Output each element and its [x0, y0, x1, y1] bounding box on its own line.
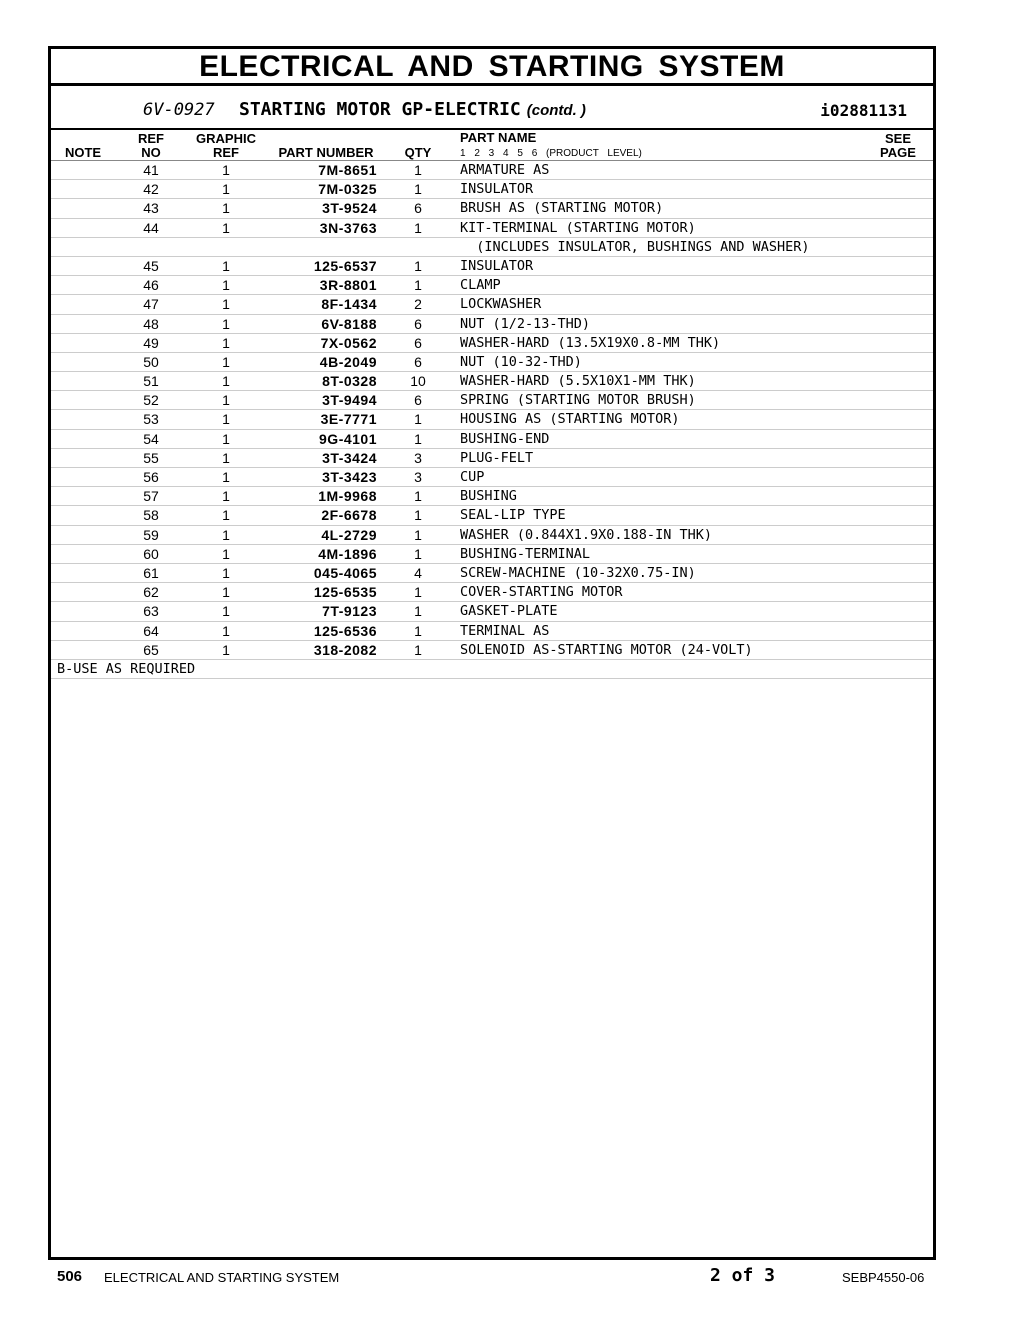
page-title: ELECTRICAL AND STARTING SYSTEM — [199, 50, 785, 83]
part-number: 045-4065 — [313, 564, 377, 581]
part-name: HOUSING AS (STARTING MOTOR) — [460, 411, 680, 428]
table-row — [51, 276, 933, 295]
graphic-ref: 1 — [222, 526, 230, 543]
table-row — [51, 199, 933, 218]
ref-no: 49 — [143, 334, 159, 351]
header-graphic-bottom: REF — [213, 145, 239, 160]
graphic-ref: 1 — [222, 181, 230, 198]
graphic-ref: 1 — [222, 545, 230, 562]
table-row — [51, 545, 933, 564]
qty: 1 — [414, 603, 422, 620]
part-name: CLAMP — [460, 277, 501, 294]
part-number: 4M-1896 — [318, 545, 377, 562]
table-row — [51, 334, 933, 353]
table-row — [51, 449, 933, 468]
table-row — [51, 622, 933, 641]
table-row — [51, 602, 933, 621]
part-number: 318-2082 — [313, 641, 377, 658]
table-row — [51, 526, 933, 545]
part-number: 4L-2729 — [321, 526, 377, 543]
graphic-ref: 1 — [222, 411, 230, 428]
table-row — [51, 295, 933, 314]
footer-page-number: 506 — [57, 1268, 83, 1285]
table-row — [51, 564, 933, 583]
header-see-bottom: PAGE — [880, 145, 916, 160]
header-note: NOTE — [64, 145, 102, 160]
ref-no: 64 — [143, 622, 159, 639]
graphic-ref: 1 — [222, 219, 230, 236]
ref-no: 45 — [143, 257, 159, 274]
part-name: ARMATURE AS — [460, 162, 550, 178]
table-row — [51, 506, 933, 525]
graphic-ref: 1 — [222, 584, 230, 601]
part-name: NUT (1/2-13-THD) — [460, 315, 591, 332]
graphic-ref: 1 — [222, 641, 230, 658]
qty: 6 — [414, 392, 422, 409]
graphic-ref: 1 — [222, 564, 230, 581]
qty: 6 — [414, 353, 422, 370]
graphic-ref: 1 — [222, 469, 230, 485]
qty: 3 — [414, 469, 422, 485]
ref-no: 57 — [143, 488, 159, 505]
part-name: SPRING (STARTING MOTOR BRUSH) — [460, 392, 696, 409]
graphic-ref: 1 — [222, 392, 230, 409]
header-product-levels: 1 2 3 4 5 6 (PRODUCT LEVEL) — [460, 148, 642, 159]
ref-no: 46 — [143, 277, 159, 294]
qty: 1 — [414, 545, 422, 562]
part-number: 3T-3424 — [322, 449, 377, 466]
ref-no: 60 — [143, 545, 159, 562]
ref-no: 63 — [143, 603, 159, 620]
graphic-ref: 1 — [222, 353, 230, 370]
part-name: INSULATOR — [460, 181, 534, 198]
part-number: 125-6535 — [313, 584, 377, 601]
part-name: GASKET-PLATE — [460, 603, 558, 620]
ref-no: 65 — [143, 641, 159, 658]
part-name: SCREW-MACHINE (10-32X0.75-IN) — [460, 564, 696, 581]
graphic-ref: 1 — [222, 449, 230, 466]
part-number: 3N-3763 — [319, 219, 377, 236]
part-name: TERMINAL AS — [460, 622, 550, 639]
part-number: 3T-3423 — [322, 469, 377, 485]
header-ref-bottom: NO — [141, 145, 161, 160]
part-number: 3T-9524 — [322, 200, 377, 217]
qty: 1 — [414, 526, 422, 543]
part-number: 125-6537 — [313, 257, 377, 274]
part-name: BRUSH AS (STARTING MOTOR) — [460, 200, 664, 217]
graphic-ref: 1 — [222, 373, 230, 390]
ref-no: 52 — [143, 392, 159, 409]
title-bar — [51, 49, 933, 86]
ref-no: 42 — [143, 181, 159, 198]
part-number: 3E-7771 — [320, 411, 377, 428]
header-qty: QTY — [404, 145, 432, 160]
qty: 10 — [410, 373, 426, 390]
graphic-ref: 1 — [222, 257, 230, 274]
footer-section: ELECTRICAL AND STARTING SYSTEM — [104, 1270, 340, 1285]
ref-no: 55 — [143, 449, 159, 466]
qty: 6 — [414, 200, 422, 217]
header-part-name: PART NAME — [460, 130, 537, 145]
group-continued: (contd. ) — [526, 102, 586, 119]
part-number: 6V-8188 — [321, 315, 377, 332]
header-part-number: PART NUMBER — [278, 145, 374, 160]
graphic-ref: 1 — [222, 603, 230, 620]
part-name: SOLENOID AS-STARTING MOTOR (24-VOLT) — [460, 641, 753, 658]
ref-no: 53 — [143, 411, 159, 428]
group-name: STARTING MOTOR GP-ELECTRIC — [239, 99, 521, 120]
part-number: 3T-9494 — [322, 392, 377, 409]
part-name: KIT-TERMINAL (STARTING MOTOR) — [460, 219, 696, 236]
part-name: PLUG-FELT — [460, 449, 534, 466]
part-number: 4B-2049 — [319, 353, 377, 370]
part-number: 8T-0328 — [322, 373, 377, 390]
table-row — [51, 410, 933, 429]
ref-no: 56 — [143, 469, 159, 485]
table-row — [51, 219, 933, 238]
column-headers — [51, 130, 933, 161]
group-name-wrap — [239, 99, 586, 120]
note-row — [51, 660, 933, 679]
qty: 4 — [414, 564, 422, 581]
part-name: BUSHING-TERMINAL — [460, 545, 591, 562]
part-name: CUP — [460, 469, 485, 485]
ref-no: 62 — [143, 584, 159, 601]
part-number: 7M-0325 — [318, 181, 377, 198]
graphic-ref: 1 — [222, 622, 230, 639]
table-row — [51, 430, 933, 449]
ref-no: 61 — [143, 564, 159, 581]
table-row — [51, 180, 933, 199]
part-name: NUT (10-32-THD) — [460, 353, 582, 370]
qty: 1 — [414, 507, 422, 524]
qty: 1 — [414, 622, 422, 639]
part-number: 9G-4101 — [319, 430, 377, 447]
parts-list-frame — [48, 46, 936, 1260]
table-row — [51, 238, 933, 257]
graphic-ref: 1 — [222, 200, 230, 217]
part-name: INSULATOR — [460, 257, 534, 274]
ref-no: 54 — [143, 430, 159, 447]
part-name: WASHER-HARD (13.5X19X0.8-MM THK) — [460, 334, 721, 351]
qty: 1 — [414, 488, 422, 505]
graphic-ref: 1 — [222, 334, 230, 351]
part-name: BUSHING — [460, 488, 517, 505]
header-ref-top: REF — [138, 131, 164, 146]
qty: 1 — [414, 411, 422, 428]
ref-no: 48 — [143, 315, 159, 332]
qty: 1 — [414, 162, 422, 178]
qty: 1 — [414, 641, 422, 658]
graphic-ref: 1 — [222, 430, 230, 447]
ref-no: 44 — [143, 219, 159, 236]
part-name: COVER-STARTING MOTOR — [460, 584, 623, 601]
part-number: 7M-8651 — [318, 162, 377, 178]
group-number: 6V-0927 — [143, 100, 215, 120]
part-number: 1M-9968 — [318, 488, 377, 505]
part-number: 3R-8801 — [319, 277, 377, 294]
qty: 3 — [414, 449, 422, 466]
table-row — [51, 583, 933, 602]
ref-no: 47 — [143, 296, 159, 313]
ref-no: 51 — [143, 373, 159, 390]
ref-no: 50 — [143, 353, 159, 370]
qty: 6 — [414, 334, 422, 351]
qty: 1 — [414, 257, 422, 274]
graphic-ref: 1 — [222, 296, 230, 313]
qty: 1 — [414, 219, 422, 236]
part-number: 2F-6678 — [321, 507, 377, 524]
part-number: 125-6536 — [313, 622, 377, 639]
group-header — [51, 86, 933, 130]
part-number: 8F-1434 — [321, 296, 377, 313]
table-row — [51, 372, 933, 391]
table-row — [51, 487, 933, 506]
table-row — [51, 315, 933, 334]
ref-no: 59 — [143, 526, 159, 543]
table-row — [51, 468, 933, 487]
graphic-ref: 1 — [222, 162, 230, 178]
table-row — [51, 161, 933, 180]
part-name: (INCLUDES INSULATOR, BUSHINGS AND WASHER) — [460, 238, 810, 255]
graphic-ref: 1 — [222, 507, 230, 524]
qty: 6 — [414, 315, 422, 332]
qty: 1 — [414, 430, 422, 447]
part-number: 7T-9123 — [322, 603, 377, 620]
table-row — [51, 391, 933, 410]
ref-no: 41 — [143, 162, 159, 178]
graphic-ref: 1 — [222, 277, 230, 294]
part-number: 7X-0562 — [320, 334, 377, 351]
qty: 1 — [414, 584, 422, 601]
footer-doc-id: SEBP4550-06 — [842, 1270, 925, 1285]
ref-no: 58 — [143, 507, 159, 524]
part-name: WASHER (0.844X1.9X0.188-IN THK) — [460, 526, 712, 543]
ref-no: 43 — [143, 200, 159, 217]
graphic-ref: 1 — [222, 315, 230, 332]
header-see-top: SEE — [884, 131, 911, 146]
header-graphic-top: GRAPHIC — [196, 131, 256, 146]
part-name: LOCKWASHER — [460, 296, 542, 313]
table-row — [51, 257, 933, 276]
page-footer — [0, 1265, 1020, 1289]
graphic-ref: 1 — [222, 488, 230, 505]
footer-page-of: 2 of 3 — [710, 1265, 776, 1286]
part-name: BUSHING-END — [460, 430, 550, 447]
qty: 1 — [414, 181, 422, 198]
group-id: i02881131 — [820, 101, 907, 120]
note-text: B-USE AS REQUIRED — [57, 660, 196, 677]
part-name: SEAL-LIP TYPE — [460, 507, 566, 524]
part-name: WASHER-HARD (5.5X10X1-MM THK) — [460, 373, 696, 390]
qty: 2 — [414, 296, 422, 313]
table-row — [51, 641, 933, 660]
qty: 1 — [414, 277, 422, 294]
parts-table-body — [51, 161, 933, 660]
table-row — [51, 353, 933, 372]
